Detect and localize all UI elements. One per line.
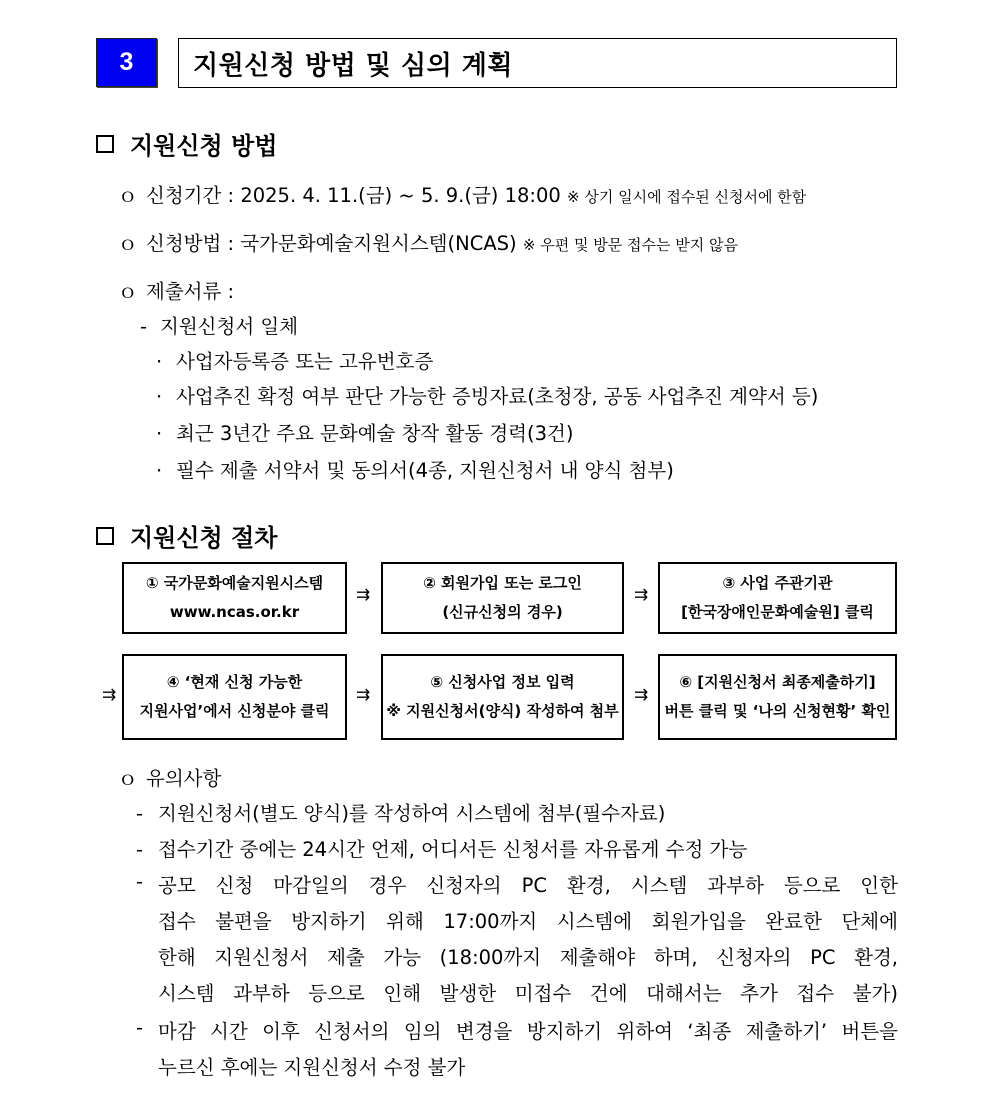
double-right-arrow-icon: ⇉ xyxy=(102,685,117,705)
dash-bullet-icon: - xyxy=(136,870,144,893)
docs-item-text: 최근 3년간 주요 문화예술 창작 활동 경력(3건) xyxy=(176,422,574,445)
note-text: 누르신 후에는 지원신청서 수정 불가 xyxy=(158,1056,466,1079)
step-line: ④ ‘현재 신청 가능한 xyxy=(166,673,303,691)
step-line: ※ 지원신청서(양식) 작성하여 첨부 xyxy=(386,702,619,720)
docs-line xyxy=(118,276,234,304)
step-line: 지원사업’에서 신청분야 클릭 xyxy=(139,702,330,720)
note-text: 마감 시간 이후 신청서의 임의 변경을 방지하기 위하여 ‘최종 제출하기’ 버튼을 xyxy=(158,1020,898,1043)
square-bullet-icon xyxy=(96,527,114,545)
docs-item xyxy=(156,455,674,483)
section-title: 지원신청 방법 및 심의 계획 xyxy=(178,38,897,88)
step-line: [한국장애인문화예술원] 클릭 xyxy=(681,603,874,621)
docs-item xyxy=(156,418,573,446)
period-line xyxy=(118,180,806,208)
period-text: 신청기간 : 2025. 4. 11.(금) ~ 5. 9.(금) 18:00 xyxy=(146,184,561,207)
method-heading-text: 지원신청 방법 xyxy=(130,132,278,160)
note-item xyxy=(136,834,747,862)
note-text: 한해 지원신청서 제출 가능 (18:00까지 제출해야 하며, 신청자의 PC 환경, xyxy=(158,946,898,969)
flow-step-5 xyxy=(381,654,624,740)
notes-label: 유의사항 xyxy=(146,767,222,790)
docs-sub xyxy=(140,311,298,339)
flow-step-2 xyxy=(381,562,624,634)
docs-sub-text: 지원신청서 일체 xyxy=(160,315,299,338)
period-note: ※ 상기 일시에 접수된 신청서에 한함 xyxy=(567,188,807,206)
note-item xyxy=(136,798,665,826)
flow-step-4 xyxy=(122,654,347,740)
flow-step-1 xyxy=(122,562,347,634)
circle-bullet-icon: ｏ xyxy=(118,767,138,790)
way-note: ※ 우편 및 방문 접수는 받지 않음 xyxy=(522,236,738,254)
step-line: ⑥ [지원신청서 최종제출하기] xyxy=(679,673,876,691)
note-item xyxy=(136,1016,898,1088)
docs-item-text: 사업자등록증 또는 고유번호증 xyxy=(176,350,434,373)
step-line: www.ncas.or.kr xyxy=(169,603,300,621)
way-text: 신청방법 : 국가문화예술지원시스템(NCAS) xyxy=(146,232,517,255)
docs-item-text: 사업추진 확정 여부 판단 가능한 증빙자료(초청장, 공동 사업추진 계약서 등) xyxy=(176,385,819,408)
docs-item-text: 필수 제출 서약서 및 동의서(4종, 지원신청서 내 양식 첨부) xyxy=(176,459,674,482)
dash-bullet-icon: - xyxy=(136,838,144,861)
double-right-arrow-icon: ⇉ xyxy=(356,685,371,705)
step-line: 버튼 클릭 및 ‘나의 신청현황’ 확인 xyxy=(664,702,891,720)
double-right-arrow-icon: ⇉ xyxy=(634,585,649,605)
double-right-arrow-icon: ⇉ xyxy=(356,585,371,605)
step-line: ① 국가문화예술지원시스템 xyxy=(145,574,324,592)
circle-bullet-icon: ｏ xyxy=(118,232,138,255)
note-text: 접수기간 중에는 24시간 언제, 어디서든 신청서를 자유롭게 수정 가능 xyxy=(158,838,748,861)
note-text: 접수 불편을 방지하기 위해 17:00까지 시스템에 회원가입을 완료한 단체에 xyxy=(158,910,898,933)
dot-bullet-icon: · xyxy=(156,350,163,373)
circle-bullet-icon: ｏ xyxy=(118,280,138,303)
circle-bullet-icon: ｏ xyxy=(118,184,138,207)
dash-bullet-icon: - xyxy=(136,802,144,825)
dash-bullet-icon: - xyxy=(136,1016,144,1039)
dot-bullet-icon: · xyxy=(156,422,163,445)
double-right-arrow-icon: ⇉ xyxy=(634,685,649,705)
square-bullet-icon xyxy=(96,135,114,153)
procedure-heading-text: 지원신청 절차 xyxy=(130,524,278,552)
dash-bullet-icon: - xyxy=(140,315,148,338)
method-heading xyxy=(96,126,277,161)
section-number-badge: 3 xyxy=(96,38,157,87)
step-line: ③ 사업 주관기관 xyxy=(722,574,833,592)
docs-item xyxy=(156,381,818,409)
docs-item xyxy=(156,346,433,374)
note-text: 지원신청서(별도 양식)를 작성하여 시스템에 첨부(필수자료) xyxy=(158,802,666,825)
docs-label: 제출서류 : xyxy=(146,280,235,303)
note-text: 시스템 과부하 등으로 인해 발생한 미접수 건에 대해서는 추가 접수 불가) xyxy=(158,982,898,1005)
note-item xyxy=(136,870,898,1014)
dot-bullet-icon: · xyxy=(156,385,163,408)
flow-step-6 xyxy=(658,654,897,740)
step-line: (신규신청의 경우) xyxy=(442,603,563,621)
way-line xyxy=(118,228,738,256)
procedure-heading xyxy=(96,518,277,553)
note-text: 공모 신청 마감일의 경우 신청자의 PC 환경, 시스템 과부하 등으로 인한 xyxy=(158,874,898,897)
step-line: ② 회원가입 또는 로그인 xyxy=(423,574,582,592)
step-line: ⑤ 신청사업 정보 입력 xyxy=(430,673,575,691)
flow-step-3 xyxy=(658,562,897,634)
notes-label-line xyxy=(118,763,221,791)
dot-bullet-icon: · xyxy=(156,459,163,482)
